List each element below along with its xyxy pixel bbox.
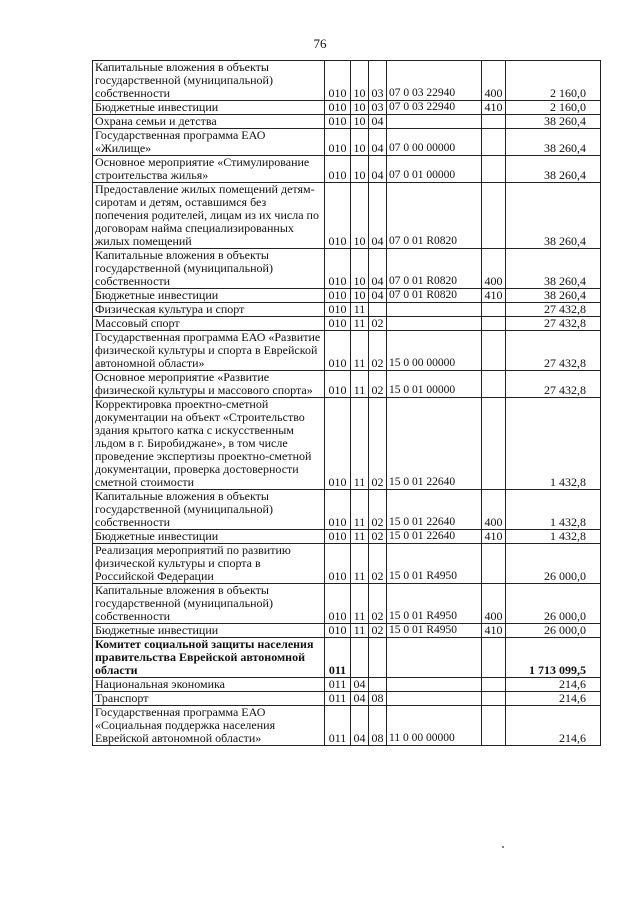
cell-expense-type: 400 <box>482 584 506 624</box>
cell-amount: 214,6 <box>506 706 601 746</box>
cell-subsection-code <box>369 638 387 678</box>
cell-amount: 27 432,8 <box>506 317 601 331</box>
cell-section-code: 11 <box>351 398 369 490</box>
cell-amount: 26 000,0 <box>506 584 601 624</box>
table-row <box>93 317 601 331</box>
cell-subsection-code: 03 <box>369 61 387 101</box>
cell-subsection-code: 02 <box>369 490 387 530</box>
table-row <box>93 115 601 129</box>
cell-expense-type <box>482 544 506 584</box>
cell-target-article: 07 0 03 22940 <box>387 61 482 101</box>
cell-expense-type <box>482 115 506 129</box>
cell-amount: 27 432,8 <box>506 371 601 398</box>
cell-admin-code: 010 <box>325 61 351 101</box>
cell-subsection-code: 02 <box>369 331 387 371</box>
cell-name: Корректировка проектно-сметной документации на объект «Строительство здания крытого катка с искусственным льдом в г. Биробиджане», в том числе проведение экспертизы проектно-сметной документации, проверка достоверности сметной стоимости <box>93 398 325 490</box>
cell-admin-code: 010 <box>325 530 351 544</box>
page-number: 76 <box>313 36 327 51</box>
cell-section-code: 11 <box>351 624 369 638</box>
cell-amount: 38 260,4 <box>506 183 601 249</box>
cell-admin-code: 010 <box>325 398 351 490</box>
cell-amount: 27 432,8 <box>506 331 601 371</box>
cell-section-code: 10 <box>351 101 369 115</box>
cell-expense-type <box>482 331 506 371</box>
cell-subsection-code: 08 <box>369 692 387 706</box>
cell-target-article: 15 0 01 R4950 <box>387 544 482 584</box>
table-row <box>93 398 601 490</box>
cell-admin-code: 010 <box>325 249 351 289</box>
cell-name: Капитальные вложения в объекты государственной (муниципальной) собственности <box>93 584 325 624</box>
table-row <box>93 331 601 371</box>
cell-target-article: 15 0 01 00000 <box>387 371 482 398</box>
cell-subsection-code <box>369 678 387 692</box>
cell-name: Капитальные вложения в объекты государственной (муниципальной) собственности <box>93 61 325 101</box>
cell-target-article: 07 0 01 00000 <box>387 156 482 183</box>
cell-expense-type <box>482 156 506 183</box>
cell-name: Национальная экономика <box>93 678 325 692</box>
cell-subsection-code: 02 <box>369 624 387 638</box>
table-row <box>93 156 601 183</box>
cell-amount: 2 160,0 <box>506 101 601 115</box>
cell-target-article: 11 0 00 00000 <box>387 706 482 746</box>
cell-admin-code: 010 <box>325 115 351 129</box>
cell-section-code: 10 <box>351 61 369 101</box>
cell-amount: 2 160,0 <box>506 61 601 101</box>
cell-name: Государственная программа ЕАО «Жилище» <box>93 129 325 156</box>
cell-section-code: 11 <box>351 371 369 398</box>
cell-admin-code: 010 <box>325 544 351 584</box>
cell-subsection-code: 04 <box>369 115 387 129</box>
cell-section-code: 04 <box>351 706 369 746</box>
cell-admin-code: 011 <box>325 692 351 706</box>
table-row <box>93 706 601 746</box>
cell-target-article: 07 0 01 R0820 <box>387 183 482 249</box>
cell-admin-code: 010 <box>325 624 351 638</box>
table-row <box>93 289 601 303</box>
cell-name: Государственная программа ЕАО «Развитие физической культуры и спорта в Еврейской автономной области» <box>93 331 325 371</box>
cell-expense-type <box>482 129 506 156</box>
cell-target-article: 07 0 03 22940 <box>387 101 482 115</box>
table-row <box>93 101 601 115</box>
cell-amount: 214,6 <box>506 678 601 692</box>
cell-subsection-code: 04 <box>369 249 387 289</box>
table-row <box>93 544 601 584</box>
cell-admin-code: 010 <box>325 183 351 249</box>
table-row <box>93 584 601 624</box>
cell-admin-code: 010 <box>325 303 351 317</box>
table-row <box>93 692 601 706</box>
cell-name: Комитет социальной защиты населения правительства Еврейской автономной области <box>93 638 325 678</box>
cell-name: Основное мероприятие «Развитие физической культуры и массового спорта» <box>93 371 325 398</box>
cell-subsection-code <box>369 303 387 317</box>
cell-amount: 38 260,4 <box>506 129 601 156</box>
cell-name: Капитальные вложения в объекты государственной (муниципальной) собственности <box>93 490 325 530</box>
cell-expense-type: 410 <box>482 101 506 115</box>
cell-expense-type <box>482 371 506 398</box>
cell-target-article: 07 0 01 R0820 <box>387 289 482 303</box>
cell-section-code: 10 <box>351 249 369 289</box>
cell-section-code <box>351 638 369 678</box>
cell-subsection-code: 04 <box>369 129 387 156</box>
cell-subsection-code: 02 <box>369 530 387 544</box>
cell-expense-type <box>482 398 506 490</box>
cell-expense-type <box>482 317 506 331</box>
cell-target-article <box>387 692 482 706</box>
cell-amount: 38 260,4 <box>506 156 601 183</box>
cell-subsection-code: 04 <box>369 183 387 249</box>
cell-expense-type <box>482 692 506 706</box>
cell-admin-code: 010 <box>325 156 351 183</box>
cell-name: Бюджетные инвестиции <box>93 289 325 303</box>
cell-target-article: 15 0 01 22640 <box>387 530 482 544</box>
cell-amount: 26 000,0 <box>506 624 601 638</box>
cell-name: Бюджетные инвестиции <box>93 624 325 638</box>
cell-admin-code: 010 <box>325 331 351 371</box>
cell-name: Основное мероприятие «Стимулирование строительства жилья» <box>93 156 325 183</box>
cell-target-article <box>387 115 482 129</box>
cell-section-code: 10 <box>351 115 369 129</box>
cell-target-article: 15 0 01 R4950 <box>387 584 482 624</box>
table-row <box>93 61 601 101</box>
cell-subsection-code: 02 <box>369 371 387 398</box>
cell-target-article: 07 0 01 R0820 <box>387 249 482 289</box>
cell-expense-type: 410 <box>482 624 506 638</box>
cell-expense-type: 410 <box>482 289 506 303</box>
table-row <box>93 624 601 638</box>
cell-subsection-code: 02 <box>369 544 387 584</box>
cell-expense-type: 400 <box>482 61 506 101</box>
cell-amount: 1 432,8 <box>506 490 601 530</box>
cell-name: Государственная программа ЕАО «Социальная поддержка населения Еврейской автономной области» <box>93 706 325 746</box>
table-row <box>93 490 601 530</box>
cell-target-article <box>387 303 482 317</box>
cell-name: Массовый спорт <box>93 317 325 331</box>
cell-name: Бюджетные инвестиции <box>93 101 325 115</box>
cell-section-code: 04 <box>351 692 369 706</box>
cell-expense-type <box>482 303 506 317</box>
cell-admin-code: 010 <box>325 490 351 530</box>
scan-speck <box>502 846 504 848</box>
cell-amount: 214,6 <box>506 692 601 706</box>
cell-name: Физическая культура и спорт <box>93 303 325 317</box>
cell-admin-code: 011 <box>325 706 351 746</box>
cell-amount: 1 432,8 <box>506 530 601 544</box>
table-row <box>93 638 601 678</box>
cell-subsection-code: 02 <box>369 584 387 624</box>
budget-table <box>92 60 601 746</box>
cell-amount: 27 432,8 <box>506 303 601 317</box>
cell-target-article: 15 0 01 22640 <box>387 398 482 490</box>
cell-subsection-code: 04 <box>369 156 387 183</box>
cell-target-article: 15 0 01 22640 <box>387 490 482 530</box>
cell-admin-code: 010 <box>325 289 351 303</box>
cell-name: Бюджетные инвестиции <box>93 530 325 544</box>
cell-target-article <box>387 678 482 692</box>
cell-section-code: 11 <box>351 490 369 530</box>
cell-amount: 1 713 099,5 <box>506 638 601 678</box>
table-row <box>93 183 601 249</box>
cell-section-code: 10 <box>351 156 369 183</box>
cell-admin-code: 011 <box>325 638 351 678</box>
cell-section-code: 04 <box>351 678 369 692</box>
table-row <box>93 371 601 398</box>
cell-admin-code: 010 <box>325 584 351 624</box>
cell-expense-type <box>482 183 506 249</box>
cell-name: Транспорт <box>93 692 325 706</box>
table-row <box>93 303 601 317</box>
cell-subsection-code: 04 <box>369 289 387 303</box>
cell-subsection-code: 03 <box>369 101 387 115</box>
cell-amount: 38 260,4 <box>506 289 601 303</box>
cell-section-code: 11 <box>351 544 369 584</box>
cell-target-article: 07 0 00 00000 <box>387 129 482 156</box>
cell-target-article: 15 0 01 R4950 <box>387 624 482 638</box>
table-row <box>93 530 601 544</box>
table-row <box>93 678 601 692</box>
cell-section-code: 11 <box>351 317 369 331</box>
cell-expense-type <box>482 706 506 746</box>
cell-name: Предоставление жилых помещений детям-сиротам и детям, оставшимся без попечения родителей, лицам из их числа по договорам найма специализированных жилых помещений <box>93 183 325 249</box>
cell-subsection-code: 02 <box>369 398 387 490</box>
cell-name: Реализация мероприятий по развитию физической культуры и спорта в Российской Федерации <box>93 544 325 584</box>
cell-section-code: 11 <box>351 530 369 544</box>
cell-amount: 38 260,4 <box>506 249 601 289</box>
cell-amount: 26 000,0 <box>506 544 601 584</box>
cell-subsection-code: 02 <box>369 317 387 331</box>
cell-expense-type: 400 <box>482 249 506 289</box>
cell-section-code: 10 <box>351 289 369 303</box>
table-row <box>93 249 601 289</box>
cell-expense-type <box>482 678 506 692</box>
cell-section-code: 11 <box>351 303 369 317</box>
cell-expense-type: 410 <box>482 530 506 544</box>
cell-section-code: 10 <box>351 183 369 249</box>
cell-admin-code: 011 <box>325 678 351 692</box>
cell-target-article <box>387 638 482 678</box>
cell-target-article: 15 0 00 00000 <box>387 331 482 371</box>
table-row <box>93 129 601 156</box>
cell-name: Охрана семьи и детства <box>93 115 325 129</box>
cell-name: Капитальные вложения в объекты государственной (муниципальной) собственности <box>93 249 325 289</box>
cell-section-code: 11 <box>351 331 369 371</box>
cell-admin-code: 010 <box>325 317 351 331</box>
cell-admin-code: 010 <box>325 371 351 398</box>
cell-amount: 1 432,8 <box>506 398 601 490</box>
cell-admin-code: 010 <box>325 101 351 115</box>
cell-expense-type: 400 <box>482 490 506 530</box>
cell-admin-code: 010 <box>325 129 351 156</box>
cell-section-code: 11 <box>351 584 369 624</box>
cell-section-code: 10 <box>351 129 369 156</box>
cell-amount: 38 260,4 <box>506 115 601 129</box>
cell-target-article <box>387 317 482 331</box>
cell-expense-type <box>482 638 506 678</box>
cell-subsection-code: 08 <box>369 706 387 746</box>
